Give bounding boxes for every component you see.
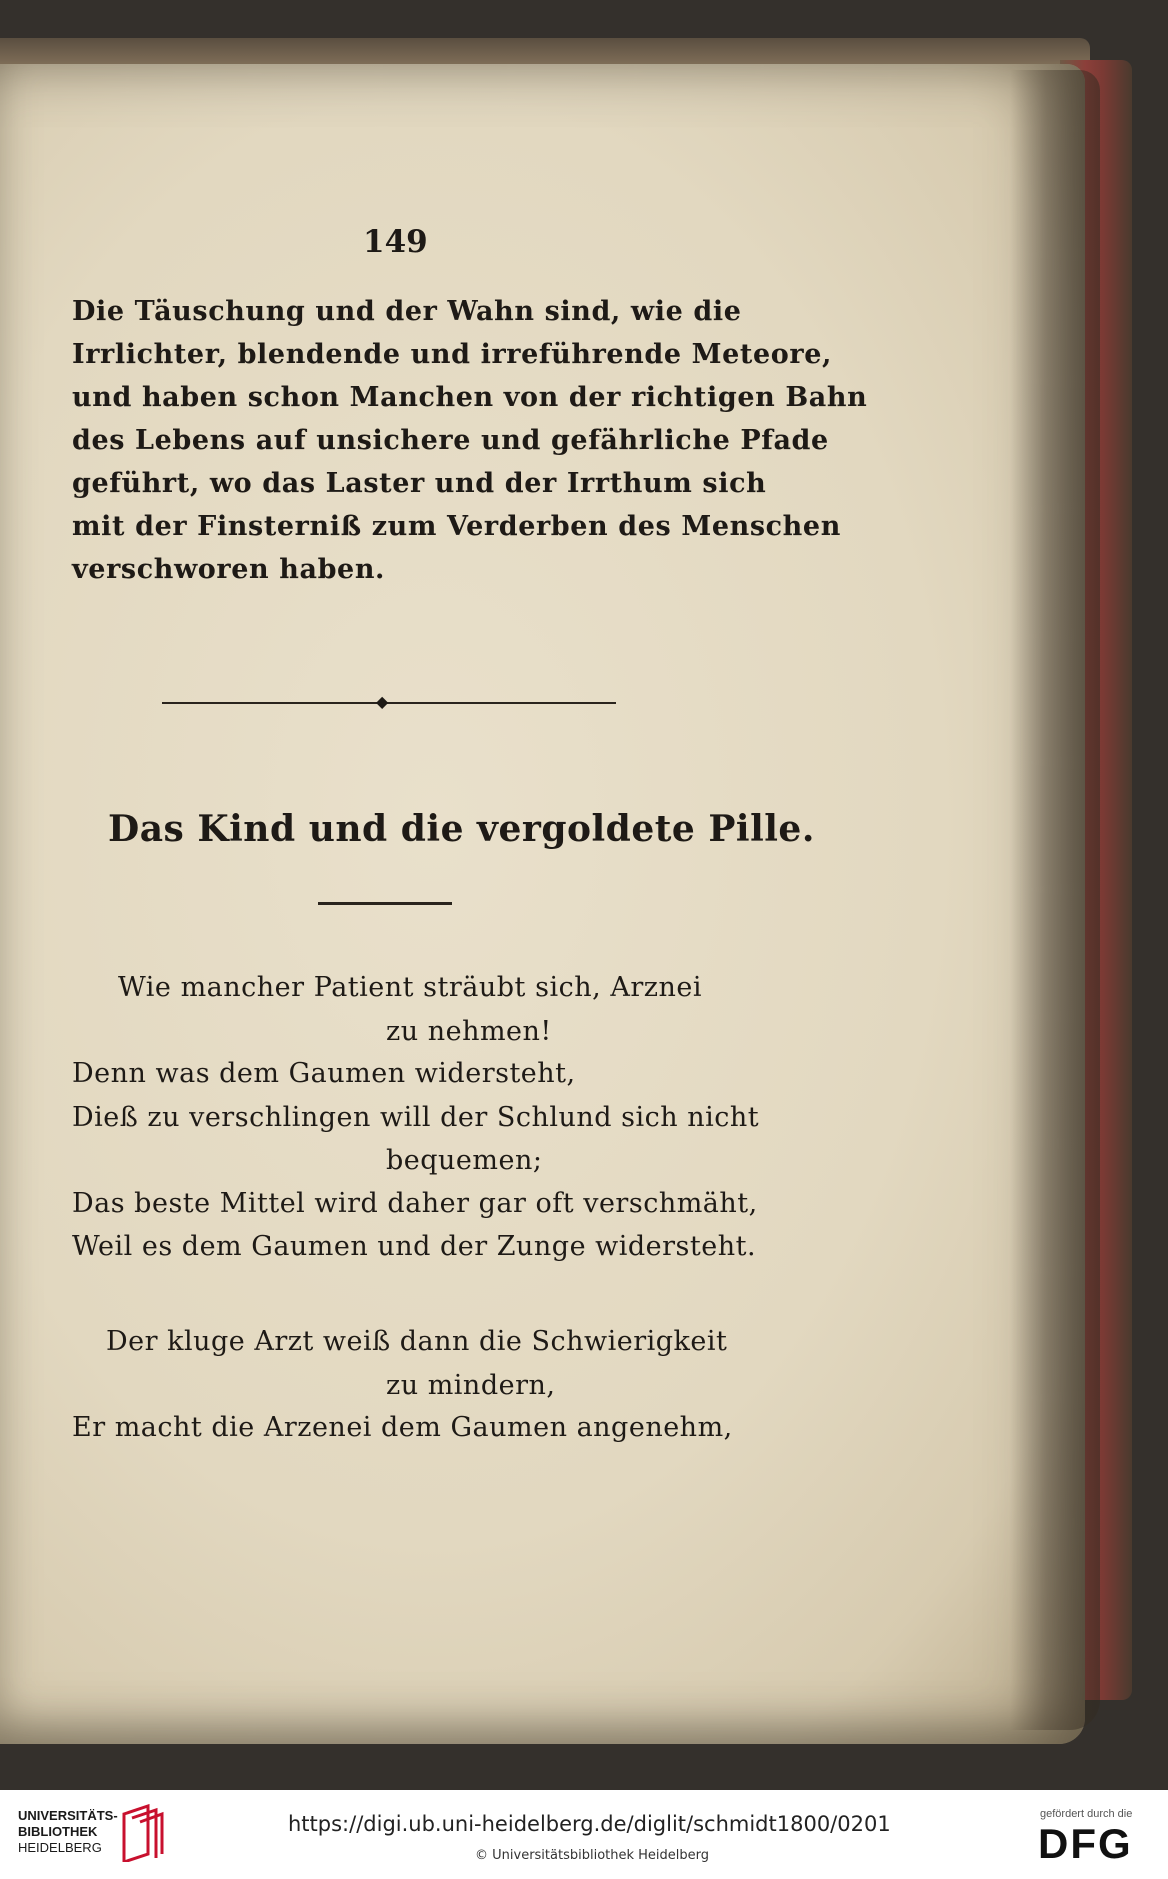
section-divider <box>162 702 616 704</box>
viewer-footer <box>0 1790 1168 1879</box>
paragraph-line: und haben schon Manchen von der richtigen Bahn <box>72 382 868 413</box>
verse-line: bequemen; <box>386 1145 543 1176</box>
page-number: 149 <box>363 224 428 260</box>
verse-line: Dieß zu verschlingen will der Schlund sich nicht <box>72 1102 760 1133</box>
paragraph-line: des Lebens auf unsichere und gefährliche Pfade <box>72 425 829 456</box>
funding-caption: gefördert durch die <box>1040 1808 1133 1820</box>
paragraph-line: geführt, wo das Laster und der Irrthum sich <box>72 468 767 499</box>
divider-ornament: ◆ <box>376 692 389 711</box>
paragraph-line: Irrlichter, blendende und irreführende Meteore, <box>72 339 832 370</box>
library-name-line: HEIDELBERG <box>18 1840 102 1855</box>
verse-line: Das beste Mittel wird daher gar oft verschmäht, <box>72 1188 758 1219</box>
poem-title: Das Kind und die vergoldete Pille. <box>108 808 815 850</box>
library-logo-text <box>18 1808 118 1856</box>
paragraph-line: mit der Finsterniß zum Verderben des Menschen <box>72 511 841 542</box>
verse-line: Er macht die Arzenei dem Gaumen angenehm, <box>72 1412 733 1443</box>
copyright-notice: © Universitätsbibliothek Heidelberg <box>475 1848 710 1863</box>
title-underline <box>318 902 452 905</box>
paragraph-line: verschworen haben. <box>72 554 386 585</box>
verse-line: zu mindern, <box>386 1370 556 1401</box>
verse-line: zu nehmen! <box>386 1016 552 1047</box>
verse-line: Denn was dem Gaumen widersteht, <box>72 1058 576 1089</box>
dfg-logo: DFG <box>1038 1820 1133 1867</box>
verse-line: Wie mancher Patient sträubt sich, Arznei <box>118 972 702 1003</box>
paragraph-line: Die Täuschung und der Wahn sind, wie die <box>72 296 742 327</box>
library-name-line: BIBLIOTHEK <box>18 1824 98 1839</box>
permalink-url[interactable]: https://digi.ub.uni-heidelberg.de/diglit/schmidt1800/0201 <box>288 1812 891 1836</box>
verse-line: Weil es dem Gaumen und der Zunge widersteht. <box>72 1231 757 1262</box>
library-name-line: UNIVERSITÄTS- <box>18 1808 118 1823</box>
verse-line: Der kluge Arzt weiß dann die Schwierigkeit <box>106 1326 728 1357</box>
page-edge-shadow <box>1010 70 1100 1730</box>
library-logo-icon <box>118 1804 164 1862</box>
